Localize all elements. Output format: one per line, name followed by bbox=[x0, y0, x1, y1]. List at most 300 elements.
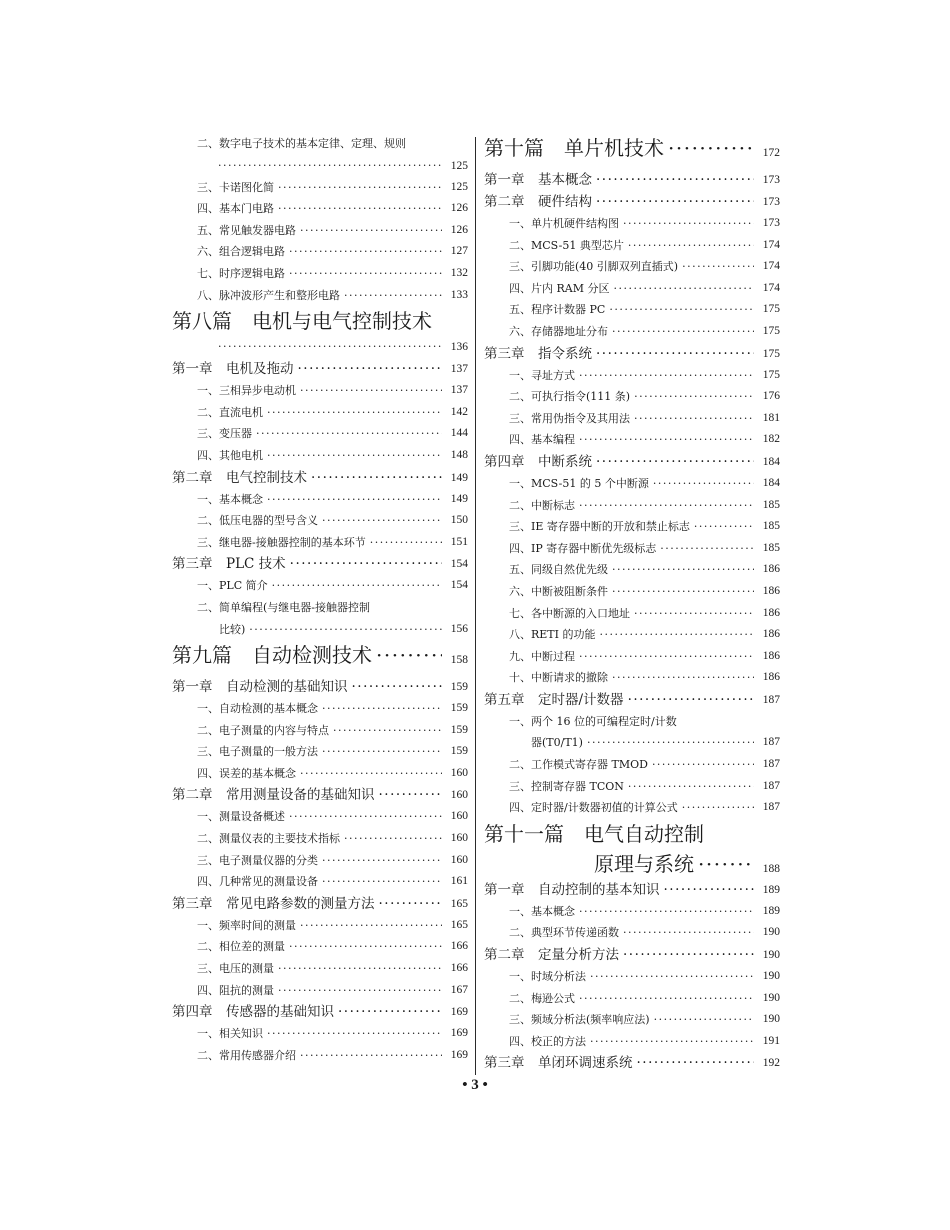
toc-page-number: 165 bbox=[450, 918, 468, 931]
toc-page-number: 175 bbox=[762, 324, 780, 337]
toc-label: 三、IE 寄存器中断的开放和禁止标志 bbox=[509, 520, 690, 534]
toc-page-number: 160 bbox=[450, 832, 468, 845]
toc-page-number: 126 bbox=[450, 223, 468, 236]
toc-label: 一、时域分析法 bbox=[509, 970, 586, 984]
toc-label: 二、梅逊公式 bbox=[509, 991, 575, 1005]
toc-entry bbox=[484, 624, 780, 646]
toc-label: 比较) bbox=[219, 622, 246, 636]
toc-page-number: 175 bbox=[762, 368, 780, 381]
toc-entry bbox=[172, 445, 468, 467]
toc-entry bbox=[172, 285, 468, 307]
toc-page-number: 133 bbox=[450, 288, 468, 301]
dot-leader bbox=[256, 423, 442, 445]
dot-leader bbox=[596, 343, 754, 365]
toc-page-number: 185 bbox=[762, 498, 780, 511]
toc-entry bbox=[172, 871, 468, 893]
toc-page-number: 137 bbox=[450, 363, 468, 376]
toc-label: 第三章 PLC 技术 bbox=[172, 556, 286, 573]
toc-entry bbox=[484, 1009, 780, 1031]
toc-entry bbox=[172, 575, 468, 597]
toc-chapter bbox=[484, 1052, 780, 1074]
dot-leader bbox=[623, 213, 754, 235]
dot-leader bbox=[590, 1031, 754, 1053]
toc-page-number: 144 bbox=[450, 427, 468, 440]
dot-leader bbox=[289, 241, 442, 263]
dot-leader bbox=[590, 966, 754, 988]
toc-entry bbox=[484, 711, 780, 733]
toc-entry bbox=[484, 776, 780, 798]
toc-page-number: 174 bbox=[762, 238, 780, 251]
toc-label: 第三章 单闭环调速系统 bbox=[484, 1055, 633, 1072]
dot-leader bbox=[579, 988, 754, 1010]
toc-page-number: 190 bbox=[762, 970, 780, 983]
toc-label: 一、两个 16 位的可编程定时/计数 bbox=[509, 714, 677, 728]
dot-leader bbox=[698, 849, 754, 879]
toc-label: 二、常用传感器介绍 bbox=[197, 1048, 296, 1062]
toc-chapter bbox=[172, 467, 468, 489]
toc-entry bbox=[484, 321, 780, 343]
toc-entry bbox=[484, 256, 780, 278]
toc-entry bbox=[172, 720, 468, 742]
toc-label: 第五章 定时器/计数器 bbox=[484, 691, 624, 708]
dot-leader bbox=[634, 408, 754, 430]
toc-label: 四、误差的基本概念 bbox=[197, 766, 296, 780]
toc-entry bbox=[172, 263, 468, 285]
toc-label: 一、三相异步电动机 bbox=[197, 384, 296, 398]
toc-page-number: 173 bbox=[762, 196, 780, 208]
dot-leader bbox=[637, 1052, 755, 1074]
toc-page-number: 169 bbox=[450, 1048, 468, 1061]
dot-leader bbox=[322, 871, 442, 893]
dot-leader bbox=[272, 575, 442, 597]
toc-page-number: 154 bbox=[450, 558, 468, 571]
toc-page-number: 151 bbox=[450, 535, 468, 548]
toc-entry bbox=[484, 278, 780, 300]
dot-leader bbox=[379, 893, 443, 915]
toc-page-number: 186 bbox=[762, 649, 780, 662]
toc-chapter bbox=[484, 191, 780, 213]
toc-label: 二、相位差的测量 bbox=[197, 940, 285, 954]
dot-leader bbox=[623, 922, 754, 944]
toc-entry bbox=[484, 408, 780, 430]
toc-page-number: 166 bbox=[450, 962, 468, 975]
toc-label: 六、组合逻辑电路 bbox=[197, 245, 285, 259]
dot-leader bbox=[628, 776, 754, 798]
toc-entry bbox=[484, 538, 780, 560]
toc-entry bbox=[172, 958, 468, 980]
dot-leader bbox=[660, 538, 754, 560]
toc-page-number: 142 bbox=[450, 405, 468, 418]
toc-label: 二、可执行指令(111 条) bbox=[509, 390, 631, 404]
toc-label: 三、电子测量仪器的分类 bbox=[197, 853, 318, 867]
toc-entry bbox=[172, 510, 468, 532]
dot-leader bbox=[682, 256, 754, 278]
toc-page-number: 159 bbox=[450, 702, 468, 715]
toc-entry bbox=[484, 667, 780, 689]
toc-label: 二、工作模式寄存器 TMOD bbox=[509, 758, 648, 772]
toc-page-number: 149 bbox=[450, 471, 468, 484]
toc-page-number: 190 bbox=[762, 949, 780, 962]
toc-entry bbox=[172, 1045, 468, 1067]
toc-chapter bbox=[484, 879, 780, 901]
toc-label: 四、阻抗的测量 bbox=[197, 983, 274, 997]
toc-label: 一、MCS-51 的 5 个中断源 bbox=[509, 476, 649, 490]
page-number: • 3 • bbox=[462, 1077, 488, 1093]
toc-label: 八、RETI 的功能 bbox=[509, 628, 596, 642]
toc-page-number: 187 bbox=[762, 758, 780, 771]
toc-page-number: 159 bbox=[450, 745, 468, 758]
dot-leader bbox=[267, 445, 442, 467]
toc-chapter bbox=[484, 169, 780, 191]
toc-label: 三、变压器 bbox=[197, 427, 252, 441]
toc-chapter bbox=[172, 676, 468, 698]
toc-entry bbox=[172, 698, 468, 720]
toc-entry bbox=[172, 241, 468, 263]
dot-leader bbox=[634, 603, 754, 625]
toc-entry bbox=[172, 741, 468, 763]
toc-page-number: 174 bbox=[762, 281, 780, 294]
dot-leader bbox=[579, 495, 754, 517]
toc-page-number: 189 bbox=[762, 904, 780, 917]
dot-leader bbox=[322, 510, 442, 532]
toc-label: 第一章 自动控制的基本知识 bbox=[484, 881, 660, 898]
dot-leader bbox=[289, 806, 442, 828]
toc-label: 三、继电器-接触器控制的基本环节 bbox=[197, 535, 366, 549]
toc-page-number: 165 bbox=[450, 897, 468, 910]
toc-page-number: 187 bbox=[762, 736, 780, 749]
toc-label: 原理与系统 bbox=[594, 851, 694, 876]
toc-entry bbox=[484, 581, 780, 603]
toc-part-title-cont bbox=[484, 849, 780, 879]
toc-entry bbox=[484, 495, 780, 517]
toc-label: 第二章 电气控制技术 bbox=[172, 469, 307, 486]
toc-label: 五、程序计数器 PC bbox=[509, 303, 606, 317]
toc-label: 第二章 定量分析方法 bbox=[484, 947, 619, 964]
dot-leader bbox=[300, 763, 442, 785]
dot-leader bbox=[579, 365, 754, 387]
toc-label: 十、中断请求的撤除 bbox=[509, 671, 608, 685]
toc-entry bbox=[484, 386, 780, 408]
toc-label: 一、相关知识 bbox=[197, 1027, 263, 1041]
toc-page-number: 173 bbox=[762, 174, 780, 186]
toc-label: 七、时序逻辑电路 bbox=[197, 266, 285, 280]
toc-label: 一、频率时间的测量 bbox=[197, 918, 296, 932]
toc-label: 三、引脚功能(40 引脚双列直插式) bbox=[509, 260, 679, 274]
dot-leader bbox=[653, 473, 754, 495]
toc-label: 三、控制寄存器 TCON bbox=[509, 779, 624, 793]
toc-page-number: 186 bbox=[762, 584, 780, 597]
dot-leader bbox=[612, 581, 754, 603]
toc-entry bbox=[484, 797, 780, 819]
toc-entry-cont bbox=[172, 619, 468, 641]
dot-leader bbox=[311, 467, 442, 489]
dot-leader bbox=[370, 532, 442, 554]
toc-chapter bbox=[484, 944, 780, 966]
dot-leader bbox=[344, 828, 442, 850]
dot-leader bbox=[654, 1009, 754, 1031]
dot-leader bbox=[300, 380, 442, 402]
toc-label: 三、卡诺图化简 bbox=[197, 180, 274, 194]
toc-page-number: 188 bbox=[762, 862, 780, 875]
toc-page-number: 191 bbox=[762, 1034, 780, 1047]
toc-entry bbox=[172, 763, 468, 785]
toc-continuation bbox=[172, 155, 468, 177]
toc-label: 一、基本概念 bbox=[509, 904, 575, 918]
toc-entry bbox=[172, 198, 468, 220]
toc-label: 第二章 硬件结构 bbox=[484, 194, 592, 210]
dot-leader bbox=[322, 850, 442, 872]
toc-chapter bbox=[172, 893, 468, 915]
dot-leader bbox=[290, 553, 442, 575]
dot-leader bbox=[338, 1001, 442, 1023]
dot-leader bbox=[609, 299, 754, 321]
toc-entry bbox=[172, 806, 468, 828]
toc-label: 五、常见触发器电路 bbox=[197, 223, 296, 237]
dot-leader bbox=[379, 784, 443, 806]
dot-leader bbox=[218, 155, 442, 177]
toc-label: 一、基本概念 bbox=[197, 492, 263, 506]
toc-label: 第十篇 单片机技术 bbox=[484, 136, 664, 160]
toc-label: 三、频域分析法(频率响应法) bbox=[509, 1013, 650, 1027]
dot-leader bbox=[579, 646, 754, 668]
toc-page-number: 154 bbox=[450, 579, 468, 592]
toc-label: 五、同级自然优先级 bbox=[509, 563, 608, 577]
toc-page-number: 189 bbox=[762, 883, 780, 896]
toc-entry bbox=[484, 235, 780, 257]
toc-entry bbox=[484, 922, 780, 944]
toc-label: 四、基本编程 bbox=[509, 433, 575, 447]
toc-entry bbox=[172, 423, 468, 445]
toc-page-number: 185 bbox=[762, 541, 780, 554]
toc-entry bbox=[172, 915, 468, 937]
toc-entry bbox=[484, 299, 780, 321]
toc-label: 第八篇 电机与电气控制技术 bbox=[172, 309, 432, 334]
dot-leader bbox=[668, 133, 754, 163]
dot-leader bbox=[267, 402, 442, 424]
toc-label: 四、IP 寄存器中断优先级标志 bbox=[509, 541, 657, 555]
dot-leader bbox=[600, 624, 755, 646]
dot-leader bbox=[267, 1023, 442, 1045]
toc-entry bbox=[172, 980, 468, 1002]
toc-entry bbox=[484, 559, 780, 581]
toc-part bbox=[172, 640, 468, 670]
toc-entry bbox=[172, 380, 468, 402]
toc-chapter bbox=[484, 689, 780, 711]
toc-label: 三、电压的测量 bbox=[197, 962, 274, 976]
toc-part-title bbox=[484, 819, 780, 849]
toc-label: 二、测量仪表的主要技术指标 bbox=[197, 832, 340, 846]
toc-page-number: 175 bbox=[762, 347, 780, 360]
dot-leader bbox=[587, 732, 754, 754]
toc-label: 二、典型环节传递函数 bbox=[509, 926, 619, 940]
dot-leader bbox=[613, 278, 754, 300]
toc-page-number: 190 bbox=[762, 926, 780, 939]
dot-leader bbox=[300, 915, 442, 937]
toc-continuation bbox=[172, 336, 468, 358]
toc-page-number: 160 bbox=[450, 810, 468, 823]
toc-page-number: 137 bbox=[450, 384, 468, 397]
toc-label: 第四章 中断系统 bbox=[484, 453, 592, 470]
toc-page-number: 174 bbox=[762, 260, 780, 273]
toc-label: 七、各中断源的入口地址 bbox=[509, 606, 630, 620]
toc-page-number: 169 bbox=[450, 1027, 468, 1040]
toc-entry bbox=[484, 901, 780, 923]
toc-page-number: 169 bbox=[450, 1006, 468, 1019]
dot-leader bbox=[278, 177, 442, 199]
dot-leader bbox=[596, 169, 754, 191]
toc-entry bbox=[484, 754, 780, 776]
dot-leader bbox=[289, 263, 442, 285]
toc-label: 四、校正的方法 bbox=[509, 1034, 586, 1048]
toc-page-number: 175 bbox=[762, 303, 780, 316]
toc-entry-cont bbox=[484, 732, 780, 754]
toc-page-number: 185 bbox=[762, 520, 780, 533]
toc-label: 器(T0/T1) bbox=[531, 736, 583, 750]
dot-leader bbox=[612, 559, 754, 581]
toc-label: 四、定时器/计数器初值的计算公式 bbox=[509, 801, 678, 815]
dot-leader bbox=[376, 640, 442, 670]
dot-leader bbox=[249, 619, 442, 641]
toc-part-title bbox=[172, 306, 468, 336]
toc-entry bbox=[484, 365, 780, 387]
toc-page-number: 187 bbox=[762, 801, 780, 814]
toc-page-number: 156 bbox=[450, 622, 468, 635]
toc-entry bbox=[484, 603, 780, 625]
toc-label: 第一章 基本概念 bbox=[484, 172, 592, 188]
dot-leader bbox=[344, 285, 442, 307]
toc-label: 一、PLC 简介 bbox=[197, 579, 268, 593]
toc-label: 一、测量设备概述 bbox=[197, 810, 285, 824]
toc-page-number: 136 bbox=[450, 341, 468, 354]
toc-part bbox=[484, 133, 780, 163]
dot-leader bbox=[300, 220, 442, 242]
dot-leader bbox=[612, 321, 754, 343]
toc-page-number: 158 bbox=[450, 654, 468, 667]
toc-label: 六、中断被阻断条件 bbox=[509, 584, 608, 598]
column-divider bbox=[475, 137, 476, 1075]
toc-label: 六、存储器地址分布 bbox=[509, 324, 608, 338]
toc-label: 一、自动检测的基本概念 bbox=[197, 702, 318, 716]
dot-leader bbox=[623, 944, 754, 966]
toc-chapter bbox=[172, 1001, 468, 1023]
dot-leader bbox=[298, 358, 443, 380]
toc-page-number: 159 bbox=[450, 681, 468, 694]
toc-page-number: 186 bbox=[762, 628, 780, 641]
dot-leader bbox=[596, 451, 754, 473]
toc-entry bbox=[172, 1023, 468, 1045]
toc-entry bbox=[484, 213, 780, 235]
dot-leader bbox=[278, 198, 442, 220]
toc-label: 四、片内 RAM 分区 bbox=[509, 281, 610, 295]
toc-page-number: 186 bbox=[762, 606, 780, 619]
dot-leader bbox=[289, 936, 442, 958]
toc-page-number: 125 bbox=[450, 180, 468, 193]
toc-page-number: 173 bbox=[762, 217, 780, 229]
toc-chapter bbox=[172, 358, 468, 380]
dot-leader bbox=[634, 386, 754, 408]
toc-page-number: 186 bbox=[762, 563, 780, 576]
toc-label: 四、其他电机 bbox=[197, 448, 263, 462]
toc-page-number: 160 bbox=[450, 766, 468, 779]
toc-label: 第九篇 自动检测技术 bbox=[172, 643, 372, 668]
toc-label: 四、几种常见的测量设备 bbox=[197, 875, 318, 889]
toc-entry bbox=[172, 133, 468, 155]
toc-label: 三、电子测量的一般方法 bbox=[197, 745, 318, 759]
toc-label: 二、数字电子技术的基本定律、定理、规则 bbox=[197, 137, 406, 150]
toc-page-number: 190 bbox=[762, 1013, 780, 1026]
toc-page-number: 187 bbox=[762, 693, 780, 706]
toc-label: 二、电子测量的内容与特点 bbox=[197, 723, 329, 737]
toc-page-number: 159 bbox=[450, 723, 468, 736]
dot-leader bbox=[300, 1045, 442, 1067]
toc-entry bbox=[484, 516, 780, 538]
dot-leader bbox=[682, 797, 754, 819]
toc-entry bbox=[172, 532, 468, 554]
dot-leader bbox=[579, 901, 754, 923]
toc-page-number: 192 bbox=[762, 1057, 780, 1070]
dot-leader bbox=[278, 980, 442, 1002]
toc-chapter bbox=[172, 553, 468, 575]
toc-entry bbox=[484, 646, 780, 668]
toc-page-number: 127 bbox=[450, 245, 468, 258]
toc-entry bbox=[484, 988, 780, 1010]
toc-label: 第二章 常用测量设备的基础知识 bbox=[172, 787, 375, 804]
toc-label: 第四章 传感器的基础知识 bbox=[172, 1004, 334, 1021]
dot-leader bbox=[278, 958, 442, 980]
toc-page-number: 166 bbox=[450, 940, 468, 953]
toc-label: 二、MCS-51 典型芯片 bbox=[509, 238, 624, 252]
toc-entry bbox=[172, 936, 468, 958]
toc-label: 第一章 自动检测的基础知识 bbox=[172, 679, 348, 696]
toc-page-number: 190 bbox=[762, 991, 780, 1004]
toc-label: 九、中断过程 bbox=[509, 649, 575, 663]
toc-page-number: 182 bbox=[762, 433, 780, 446]
toc-chapter bbox=[484, 343, 780, 365]
toc-page-number: 161 bbox=[450, 875, 468, 888]
toc-entry bbox=[172, 402, 468, 424]
dot-leader bbox=[628, 689, 754, 711]
toc-label: 八、脉冲波形产生和整形电路 bbox=[197, 288, 340, 302]
toc-entry bbox=[484, 1031, 780, 1053]
toc-right-column bbox=[484, 133, 780, 1074]
toc-label: 第三章 指令系统 bbox=[484, 345, 592, 362]
toc-page-number: 176 bbox=[762, 390, 780, 403]
toc-page-number: 150 bbox=[450, 514, 468, 527]
toc-label: 二、低压电器的型号含义 bbox=[197, 514, 318, 528]
toc-page-number: 125 bbox=[450, 159, 468, 172]
toc-page-number: 181 bbox=[762, 411, 780, 424]
toc-label: 第十一篇 电气自动控制 bbox=[484, 821, 704, 846]
dot-leader bbox=[664, 879, 755, 901]
toc-page-number: 149 bbox=[450, 492, 468, 505]
toc-chapter bbox=[172, 784, 468, 806]
toc-label: 四、基本门电路 bbox=[197, 202, 274, 216]
dot-leader bbox=[652, 754, 754, 776]
dot-leader bbox=[333, 720, 442, 742]
toc-page-number: 160 bbox=[450, 853, 468, 866]
toc-entry bbox=[172, 489, 468, 511]
toc-label: 三、常用伪指令及其用法 bbox=[509, 411, 630, 425]
toc-label: 第三章 常见电路参数的测量方法 bbox=[172, 895, 375, 912]
toc-left-column bbox=[172, 133, 468, 1066]
toc-page-number: 132 bbox=[450, 266, 468, 279]
toc-page-number: 186 bbox=[762, 671, 780, 684]
toc-page-number: 187 bbox=[762, 779, 780, 792]
toc-entry bbox=[172, 220, 468, 242]
toc-page-number: 148 bbox=[450, 448, 468, 461]
toc-page-number: 184 bbox=[762, 476, 780, 489]
toc-entry bbox=[172, 828, 468, 850]
